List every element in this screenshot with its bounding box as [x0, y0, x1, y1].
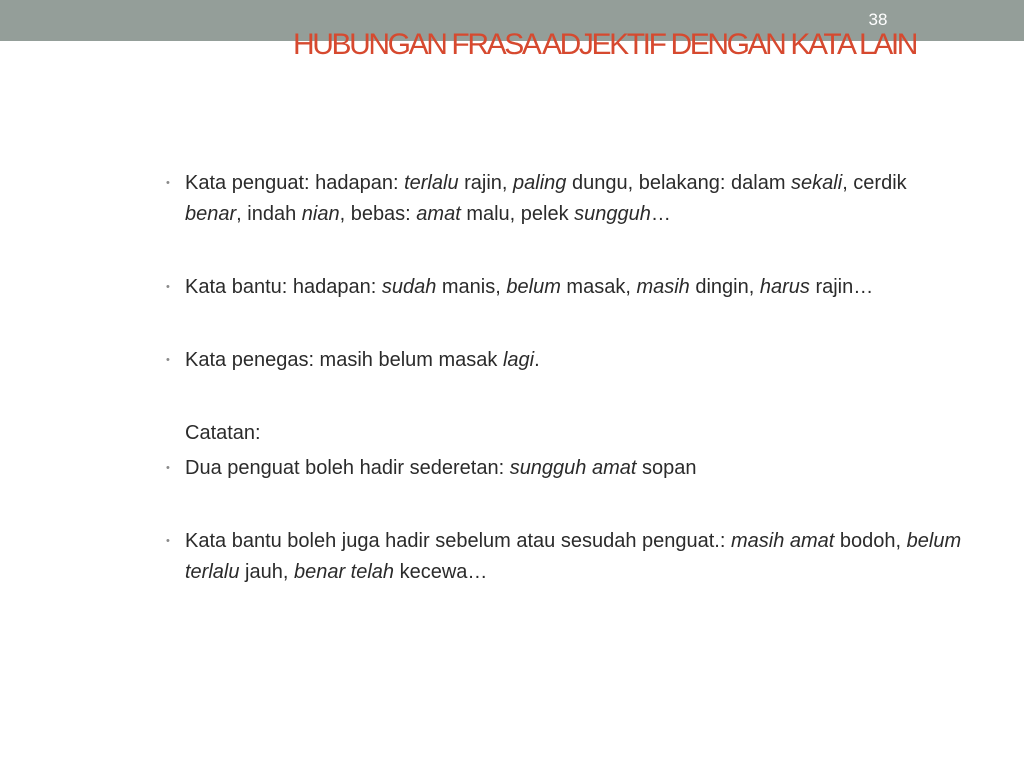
emphasis-text: benar: [185, 203, 237, 225]
body-text: masak,: [560, 276, 637, 298]
body-text: dingin,: [689, 276, 760, 298]
body-text: bodoh,: [834, 530, 907, 552]
body-text: Dua penguat boleh hadir sederetan:: [185, 457, 510, 479]
body-text: Kata bantu: hadapan:: [185, 276, 382, 298]
note-bullet-dua-penguat: [166, 453, 966, 484]
body-text: malu, pelek: [460, 203, 575, 225]
emphasis-text: sekali: [791, 172, 843, 194]
bullet-kata-bantu: [166, 272, 966, 303]
body-text: dungu, belakang: dalam: [566, 172, 792, 194]
emphasis-text: terlalu: [404, 172, 459, 194]
emphasis-text: belum terlalu: [185, 530, 962, 583]
body-text: Kata penguat: hadapan:: [185, 172, 405, 194]
bullet-dot-icon: •: [166, 177, 170, 189]
note-label: Catatan:: [185, 422, 261, 444]
emphasis-text: belum: [506, 276, 561, 298]
body-text: Kata penegas: masih belum masak: [185, 349, 503, 371]
emphasis-text: sudah: [381, 276, 437, 298]
emphasis-text: lagi: [502, 349, 535, 371]
body-text: rajin…: [809, 276, 874, 298]
body-text: kecewa…: [394, 561, 488, 583]
body-text: , bebas:: [339, 203, 417, 225]
bullet-dot-icon: •: [166, 462, 170, 474]
body-text: …: [650, 203, 671, 225]
emphasis-text: masih: [636, 276, 690, 298]
bullet-dot-icon: •: [166, 281, 170, 293]
page-number: 38: [868, 10, 888, 29]
body-text: .: [534, 349, 540, 371]
body-text: , indah: [236, 203, 302, 225]
slide-title: HUBUNGAN FRASA ADJEKTIF DENGAN KATA LAIN: [293, 28, 917, 61]
note-bullet-kata-bantu: [166, 526, 966, 588]
body-text: jauh,: [239, 561, 294, 583]
slide-content: [166, 168, 966, 588]
emphasis-text: sungguh amat: [509, 457, 637, 479]
body-text: Kata bantu boleh juga hadir sebelum atau sesudah penguat.:: [185, 530, 731, 552]
emphasis-text: masih amat: [730, 530, 835, 552]
bullet-kata-penguat: [166, 168, 966, 230]
emphasis-text: harus: [759, 276, 810, 298]
emphasis-text: sungguh: [574, 203, 651, 225]
body-text: rajin,: [458, 172, 514, 194]
bullet-dot-icon: •: [166, 354, 170, 366]
bullet-dot-icon: •: [166, 535, 170, 547]
bullet-kata-penegas: [166, 345, 966, 376]
body-text: manis,: [436, 276, 507, 298]
emphasis-text: nian: [301, 203, 340, 225]
emphasis-text: amat: [416, 203, 461, 225]
body-text: sopan: [636, 457, 697, 479]
emphasis-text: benar telah: [293, 561, 395, 583]
body-text: , cerdik: [842, 172, 907, 194]
emphasis-text: paling: [513, 172, 567, 194]
